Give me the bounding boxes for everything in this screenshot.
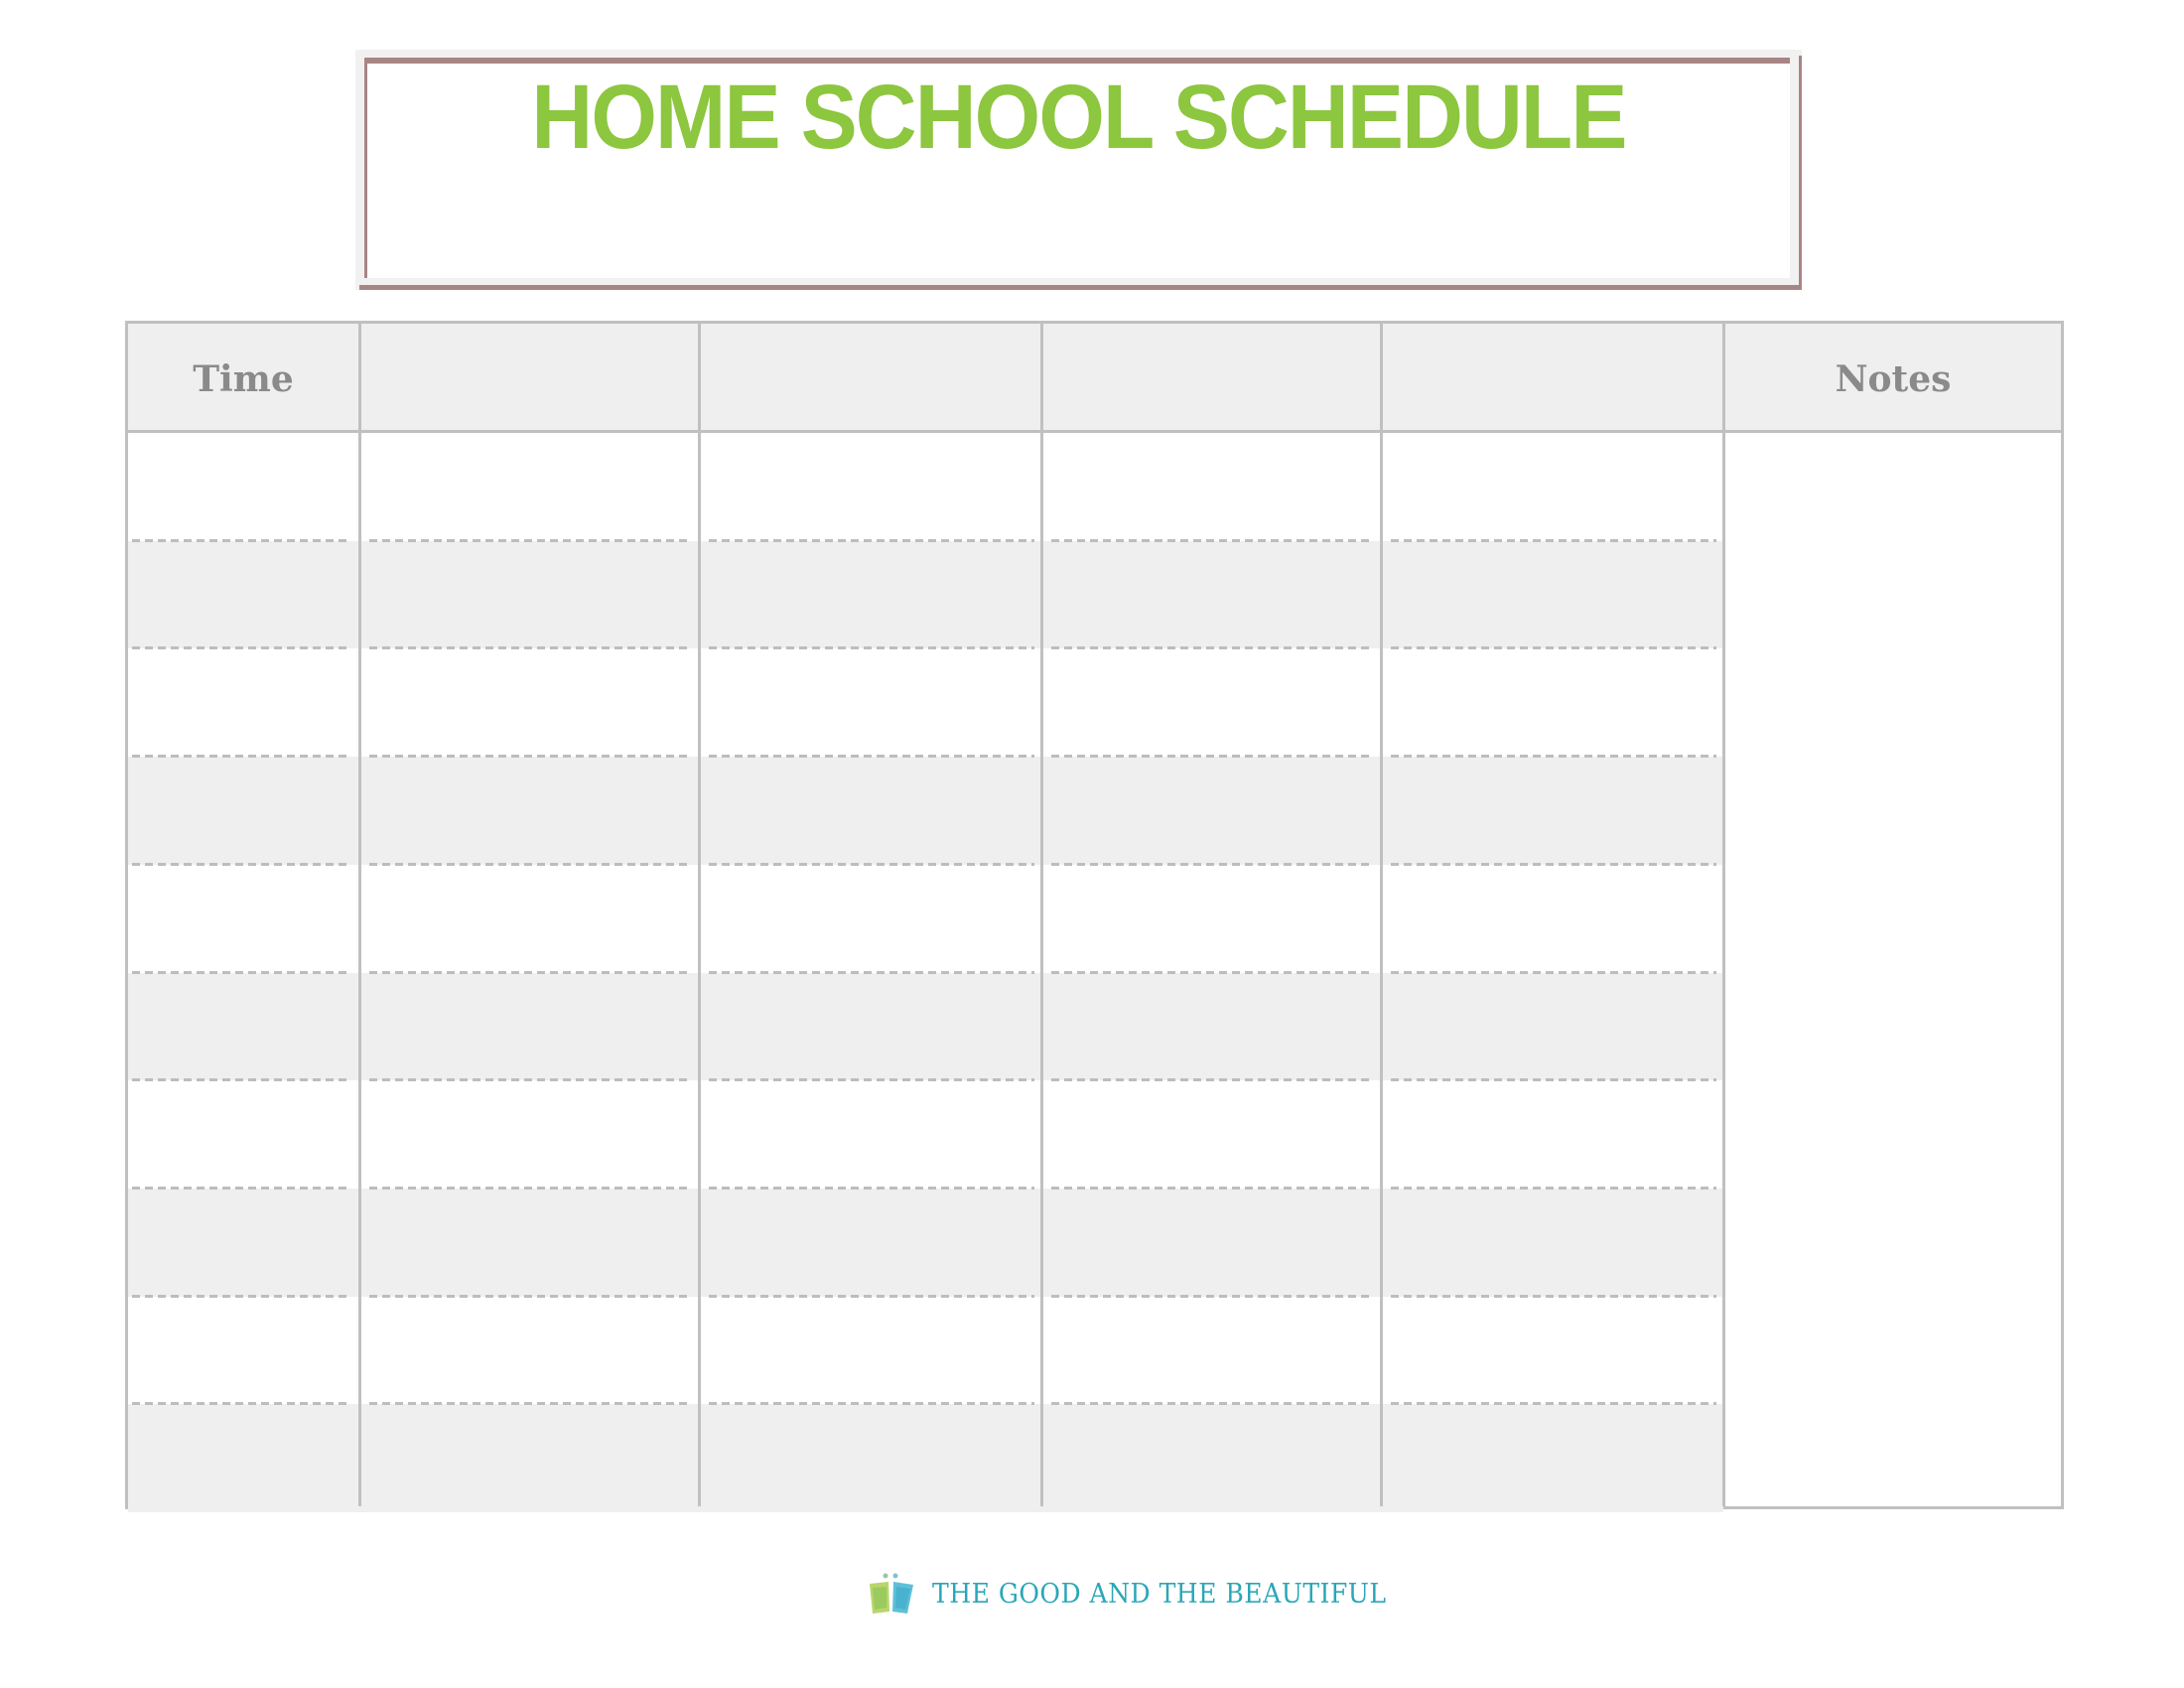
- dashed-row-divider: [132, 971, 348, 974]
- dashed-row-divider: [709, 971, 1034, 974]
- schedule-cell[interactable]: [361, 1189, 698, 1297]
- dashed-row-divider: [1391, 971, 1716, 974]
- dashed-row-divider: [1051, 646, 1374, 649]
- schedule-cell[interactable]: [361, 433, 698, 541]
- dashed-row-divider: [1051, 1078, 1374, 1081]
- column-divider: [698, 324, 701, 1506]
- time-cell[interactable]: [128, 433, 358, 541]
- open-book-icon: [867, 1572, 916, 1616]
- schedule-cell[interactable]: [361, 1297, 698, 1405]
- dashed-row-divider: [1391, 863, 1716, 866]
- dashed-row-divider: [709, 863, 1034, 866]
- header-time: Time: [193, 358, 294, 400]
- dashed-row-divider: [1391, 1402, 1716, 1405]
- schedule-cell[interactable]: [1383, 541, 1722, 649]
- time-cell[interactable]: [128, 1189, 358, 1297]
- dashed-row-divider: [369, 1295, 692, 1298]
- dashed-row-divider: [709, 1295, 1034, 1298]
- header-day-4[interactable]: [1383, 324, 1722, 430]
- dashed-row-divider: [369, 1187, 692, 1190]
- table-row: [128, 757, 1723, 865]
- schedule-cell[interactable]: [1383, 648, 1722, 757]
- dashed-row-divider: [369, 863, 692, 866]
- dashed-row-divider: [1051, 539, 1374, 542]
- dashed-row-divider: [1391, 755, 1716, 758]
- time-cell[interactable]: [128, 973, 358, 1081]
- table-row: [128, 541, 1723, 649]
- title-frame-shadow-right: [1799, 56, 1802, 290]
- dashed-row-divider: [369, 1078, 692, 1081]
- schedule-cell[interactable]: [701, 757, 1040, 865]
- dashed-row-divider: [1051, 971, 1374, 974]
- schedule-cell[interactable]: [1043, 1404, 1380, 1512]
- page-title: HOME SCHOOL SCHEDULE: [531, 67, 1626, 168]
- dashed-row-divider: [132, 755, 348, 758]
- title-frame-shadow-bottom: [359, 285, 1802, 290]
- table-row: [128, 648, 1723, 757]
- table-row: [128, 433, 1723, 541]
- table-row: [128, 1404, 1723, 1512]
- brand-logo: [867, 1572, 1421, 1616]
- schedule-cell[interactable]: [1043, 973, 1380, 1081]
- schedule-cell[interactable]: [1383, 973, 1722, 1081]
- dashed-row-divider: [709, 1402, 1034, 1405]
- schedule-cell[interactable]: [1383, 1080, 1722, 1189]
- dashed-row-divider: [1051, 863, 1374, 866]
- header-day-1[interactable]: [361, 324, 698, 430]
- dashed-row-divider: [132, 1187, 348, 1190]
- dashed-row-divider: [1391, 1078, 1716, 1081]
- schedule-cell[interactable]: [701, 1404, 1040, 1512]
- dashed-row-divider: [132, 863, 348, 866]
- dashed-row-divider: [1051, 1402, 1374, 1405]
- schedule-cell[interactable]: [1043, 1080, 1380, 1189]
- header-day-2[interactable]: [701, 324, 1040, 430]
- title-box: [364, 58, 1790, 278]
- schedule-cell[interactable]: [1043, 433, 1380, 541]
- schedule-cell[interactable]: [701, 973, 1040, 1081]
- dashed-row-divider: [132, 646, 348, 649]
- notes-cell[interactable]: [1728, 433, 2061, 1506]
- dashed-row-divider: [709, 539, 1034, 542]
- table-header-row: [128, 324, 2061, 433]
- brand-name: THE GOOD AND THE BEAUTIFUL: [932, 1578, 1387, 1610]
- schedule-table: [125, 321, 2064, 1509]
- schedule-cell[interactable]: [1043, 1189, 1380, 1297]
- dashed-row-divider: [1051, 755, 1374, 758]
- schedule-cell[interactable]: [1043, 757, 1380, 865]
- schedule-cell[interactable]: [361, 757, 698, 865]
- dashed-row-divider: [369, 1402, 692, 1405]
- table-row: [128, 1080, 1723, 1189]
- table-row: [128, 865, 1723, 973]
- dashed-row-divider: [1051, 1187, 1374, 1190]
- schedule-cell[interactable]: [1043, 865, 1380, 973]
- schedule-cell[interactable]: [701, 541, 1040, 649]
- time-cell[interactable]: [128, 648, 358, 757]
- schedule-cell[interactable]: [701, 865, 1040, 973]
- dashed-row-divider: [709, 1187, 1034, 1190]
- schedule-cell[interactable]: [361, 865, 698, 973]
- time-cell[interactable]: [128, 757, 358, 865]
- schedule-cell[interactable]: [701, 648, 1040, 757]
- dashed-row-divider: [709, 1078, 1034, 1081]
- dashed-row-divider: [132, 539, 348, 542]
- header-notes: Notes: [1835, 358, 1952, 400]
- dashed-row-divider: [709, 755, 1034, 758]
- schedule-cell[interactable]: [1383, 433, 1722, 541]
- time-cell[interactable]: [128, 1297, 358, 1405]
- dashed-row-divider: [369, 971, 692, 974]
- column-divider: [358, 324, 361, 1506]
- table-row: [128, 1189, 1723, 1297]
- table-row: [128, 973, 1723, 1081]
- column-divider: [1040, 324, 1043, 1506]
- column-divider: [1380, 324, 1383, 1506]
- dashed-row-divider: [709, 646, 1034, 649]
- dashed-row-divider: [1391, 539, 1716, 542]
- schedule-cell[interactable]: [1043, 648, 1380, 757]
- schedule-cell[interactable]: [1383, 1297, 1722, 1405]
- schedule-cell[interactable]: [361, 541, 698, 649]
- dashed-row-divider: [369, 755, 692, 758]
- time-cell[interactable]: [128, 541, 358, 649]
- schedule-cell[interactable]: [361, 1404, 698, 1512]
- dashed-row-divider: [1391, 1187, 1716, 1190]
- dashed-row-divider: [132, 1402, 348, 1405]
- schedule-cell[interactable]: [361, 1080, 698, 1189]
- dashed-row-divider: [132, 1295, 348, 1298]
- schedule-cell[interactable]: [1383, 1189, 1722, 1297]
- time-cell[interactable]: [128, 1404, 358, 1512]
- column-divider: [1722, 324, 1725, 1506]
- schedule-cell[interactable]: [1043, 541, 1380, 649]
- time-cell[interactable]: [128, 1080, 358, 1189]
- dashed-row-divider: [369, 646, 692, 649]
- schedule-cell[interactable]: [1383, 865, 1722, 973]
- dashed-row-divider: [369, 539, 692, 542]
- schedule-cell[interactable]: [701, 433, 1040, 541]
- table-row: [128, 1297, 1723, 1405]
- dashed-row-divider: [1051, 1295, 1374, 1298]
- schedule-cell[interactable]: [701, 1080, 1040, 1189]
- dashed-row-divider: [1391, 1295, 1716, 1298]
- time-cell[interactable]: [128, 865, 358, 973]
- header-day-3[interactable]: [1043, 324, 1380, 430]
- dashed-row-divider: [1391, 646, 1716, 649]
- schedule-cell[interactable]: [1383, 1404, 1722, 1512]
- schedule-cell[interactable]: [361, 648, 698, 757]
- schedule-cell[interactable]: [1043, 1297, 1380, 1405]
- dashed-row-divider: [132, 1078, 348, 1081]
- schedule-cell[interactable]: [361, 973, 698, 1081]
- schedule-cell[interactable]: [701, 1297, 1040, 1405]
- schedule-cell[interactable]: [1383, 757, 1722, 865]
- schedule-cell[interactable]: [701, 1189, 1040, 1297]
